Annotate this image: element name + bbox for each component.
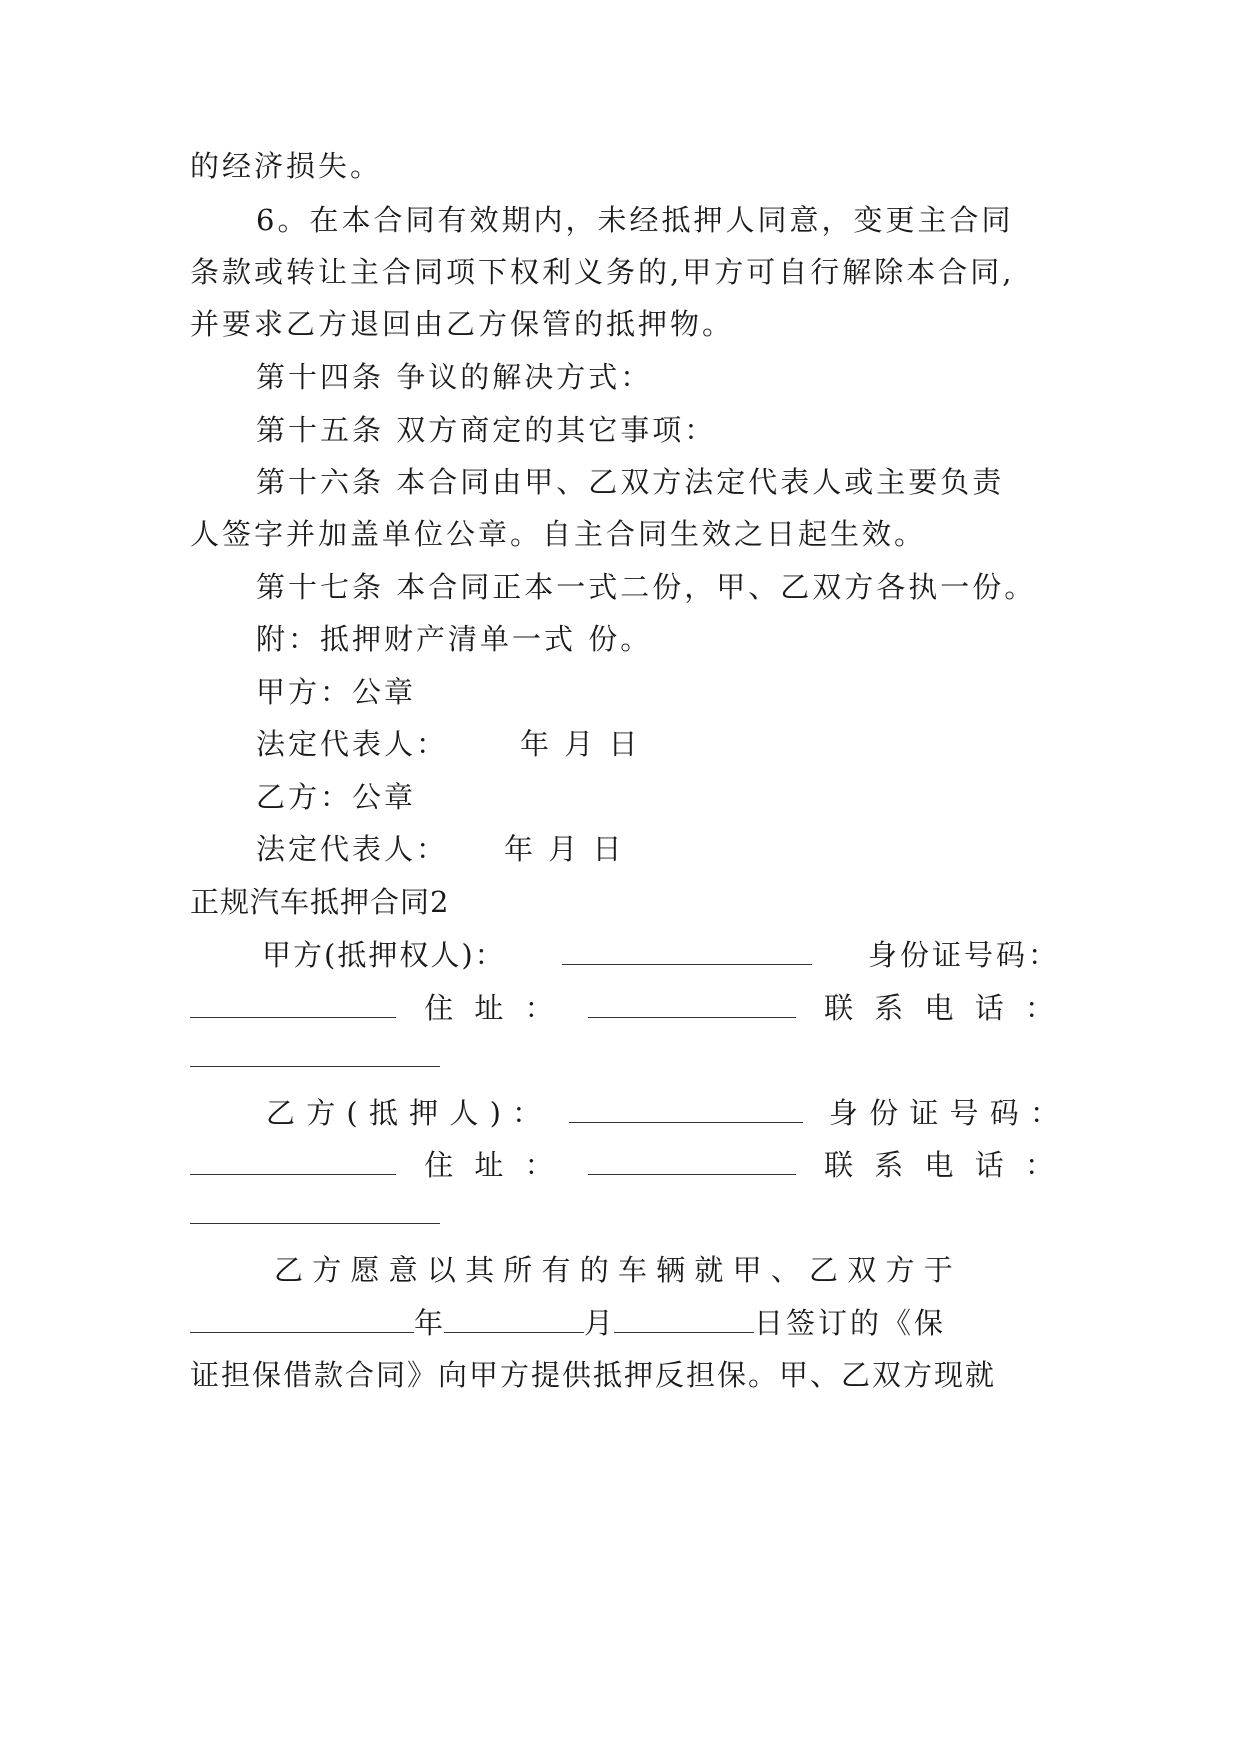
month-label: 月: [584, 1306, 615, 1340]
party-a-seal: 甲方：公章: [256, 675, 417, 709]
year-blank: [190, 1302, 414, 1333]
signed-text: 日签订的《保: [754, 1306, 947, 1340]
article-16-line: 第十六条 本合同由甲、乙双方法定代表人或主要负责: [256, 465, 1005, 499]
address-label: 住 址 ：: [424, 1148, 560, 1182]
party-b-representative: [256, 829, 1060, 869]
month-blank: [444, 1302, 584, 1333]
paragraph-line: 并要求乙方退回由乙方保管的抵押物。: [190, 307, 735, 341]
party-a-representative: [256, 724, 1060, 764]
party-a-label: 甲方(抵押权人)：: [262, 938, 506, 972]
id-number-blank: [190, 987, 396, 1018]
article-16-line: 人签字并加盖单位公章。自主合同生效之日起生效。: [190, 517, 927, 551]
paragraph-line: 6。在本合同有效期内，未经抵押人同意，变更主合同: [256, 203, 1014, 237]
contract-2-title: 正规汽车抵押合同2: [190, 885, 450, 919]
address-blank: [588, 1144, 796, 1175]
paragraph-line: 的经济损失。: [190, 149, 383, 183]
id-number-label: 身 份 证 号 码 ：: [828, 1096, 1060, 1130]
article-14: 第十四条 争议的解决方式：: [256, 360, 653, 394]
intro-line: 乙 方 愿 意 以 其 所 有 的 车 辆 就 甲 、 乙 双 方 于: [274, 1253, 953, 1287]
address-blank: [588, 987, 796, 1018]
party-b-name-blank: [569, 1092, 803, 1123]
paragraph-line: 条款或转让主合同项下权利义务的,甲方可自行解除本合同,: [190, 255, 1015, 289]
signature-date: 年 月 日: [504, 832, 625, 866]
intro-date-line: [190, 1302, 1060, 1342]
party-b-seal: 乙方：公章: [256, 780, 417, 814]
party-a-name-blank: [562, 934, 812, 965]
party-a-row: [262, 934, 1060, 974]
phone-blank: [190, 1193, 440, 1224]
phone-blank-row: [190, 1036, 1060, 1076]
party-b-contact-row: [190, 1144, 1060, 1184]
attachment-note: 附：抵押财产清单一式 份。: [256, 622, 653, 656]
party-b-row: [266, 1092, 1060, 1132]
id-number-blank: [190, 1144, 396, 1175]
phone-blank-row: [190, 1193, 1060, 1233]
phone-blank: [190, 1036, 440, 1067]
article-17: 第十七条 本合同正本一式二份，甲、乙双方各执一份。: [256, 570, 1037, 604]
rep-label: 法定代表人：: [256, 832, 449, 866]
phone-label: 联 系 电 话 ：: [824, 1148, 1060, 1182]
year-label: 年: [414, 1306, 445, 1340]
day-blank: [614, 1302, 754, 1333]
rep-label: 法定代表人：: [256, 727, 449, 761]
address-label: 住 址 ：: [424, 991, 560, 1025]
signature-date: 年 月 日: [520, 727, 641, 761]
article-15: 第十五条 双方商定的其它事项：: [256, 413, 717, 447]
phone-label: 联 系 电 话 ：: [824, 991, 1060, 1025]
party-b-label: 乙 方 ( 抵 押 人 ) ：: [266, 1096, 543, 1130]
intro-line: 证担保借款合同》向甲方提供抵押反担保。甲、乙双方现就: [190, 1358, 997, 1392]
party-a-contact-row: [190, 987, 1060, 1027]
id-number-label: 身份证号码：: [867, 938, 1060, 972]
